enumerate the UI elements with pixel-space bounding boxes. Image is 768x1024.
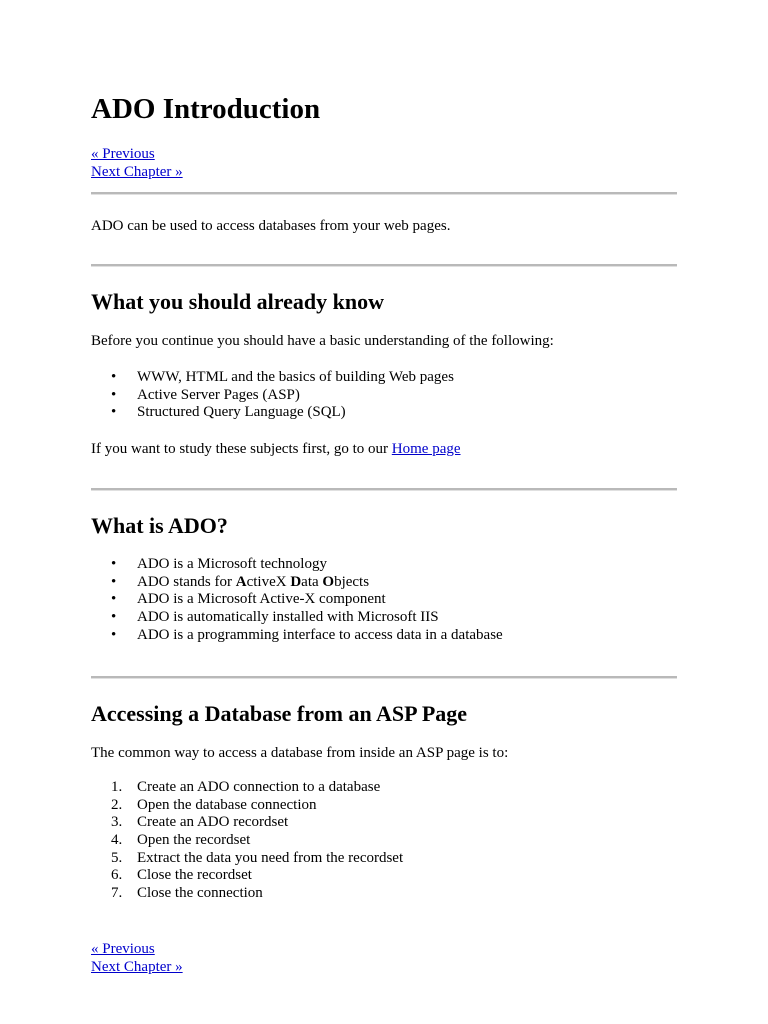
divider: [91, 488, 677, 491]
step-number: 5.: [111, 849, 123, 866]
stands-for-prefix: ADO stands for: [137, 573, 236, 590]
step-number: 1.: [111, 779, 123, 795]
bullet-icon: •: [111, 573, 117, 590]
section-heading-accessing-database: Accessing a Database from an ASP Page: [91, 701, 468, 726]
page: ADO Introduction « Previous Next Chapter » ADO can be used to access databases from your web pages. What you should already know Before you continue you should have a basic understanding of the following: • WWW, HTML and the basics of building Web pages • Active Server Pages (ASP) • Structured Query Language (SQL) If you want to study these subjects first, go to our Home page What is ADO? • ADO is a Microsoft technology • ADO stands for ActiveX Data Objects • ADO is a Microsoft Active-X component • ADO is automatically installed with Microsoft IIS • ADO is a programming interface to access data in a database Accessing a Database from an ASP Page The common way to access a database from inside an ASP page is to: 1. Create an ADO connection to a database 2. Open the database connection 3. Create an ADO recordset 4. Open the recordset 5. Extract the data you need from the recordset 6. Close the recordset 7. Close the connection « Previous Next Chapter »: [0, 0, 768, 1024]
accessing-lead: The common way to access a database from inside an ASP page is to:: [91, 745, 509, 761]
previous-link-bottom[interactable]: « Previous: [91, 941, 155, 957]
step-number: 4.: [111, 832, 123, 849]
acronym-letter: D: [290, 573, 302, 590]
acronym-word-rest: ctiveX: [246, 573, 291, 590]
step-number: 7.: [111, 885, 123, 902]
previous-link-top[interactable]: « Previous: [91, 146, 155, 162]
follow-text: If you want to study these subjects first, go to our: [91, 441, 389, 457]
bullet-icon: •: [111, 404, 117, 421]
prerequisites-lead: Before you continue you should have a basic understanding of the following:: [91, 333, 554, 349]
acronym-letter: A: [235, 573, 247, 590]
bullet-icon: •: [111, 386, 117, 403]
bullet-icon: •: [111, 609, 117, 626]
acronym-word-rest: ata: [301, 573, 323, 590]
acronym-word-rest: bjects: [334, 573, 370, 590]
next-chapter-link-top[interactable]: Next Chapter »: [91, 164, 183, 180]
step-number: 3.: [111, 814, 123, 831]
page-title: ADO Introduction: [91, 93, 321, 125]
section-heading-what-is-ado: What is ADO?: [91, 513, 228, 538]
home-page-link[interactable]: Home page: [391, 441, 461, 457]
bullet-icon: •: [111, 591, 117, 608]
divider: [91, 676, 677, 679]
step-number: 6.: [111, 867, 123, 884]
bullet-icon: •: [111, 626, 117, 643]
divider: [91, 264, 677, 267]
intro-text: ADO can be used to access databases from your web pages.: [91, 218, 451, 234]
bullet-icon: •: [111, 369, 117, 385]
acronym-letter: O: [322, 573, 335, 590]
prerequisites-follow: [91, 440, 461, 458]
ado-stands-for: [137, 574, 369, 592]
next-chapter-link-bottom[interactable]: Next Chapter »: [91, 959, 183, 975]
section-heading-prerequisites: What you should already know: [91, 289, 385, 314]
divider: [91, 192, 677, 195]
step-number: 2.: [111, 796, 123, 813]
bullet-icon: •: [111, 556, 117, 572]
